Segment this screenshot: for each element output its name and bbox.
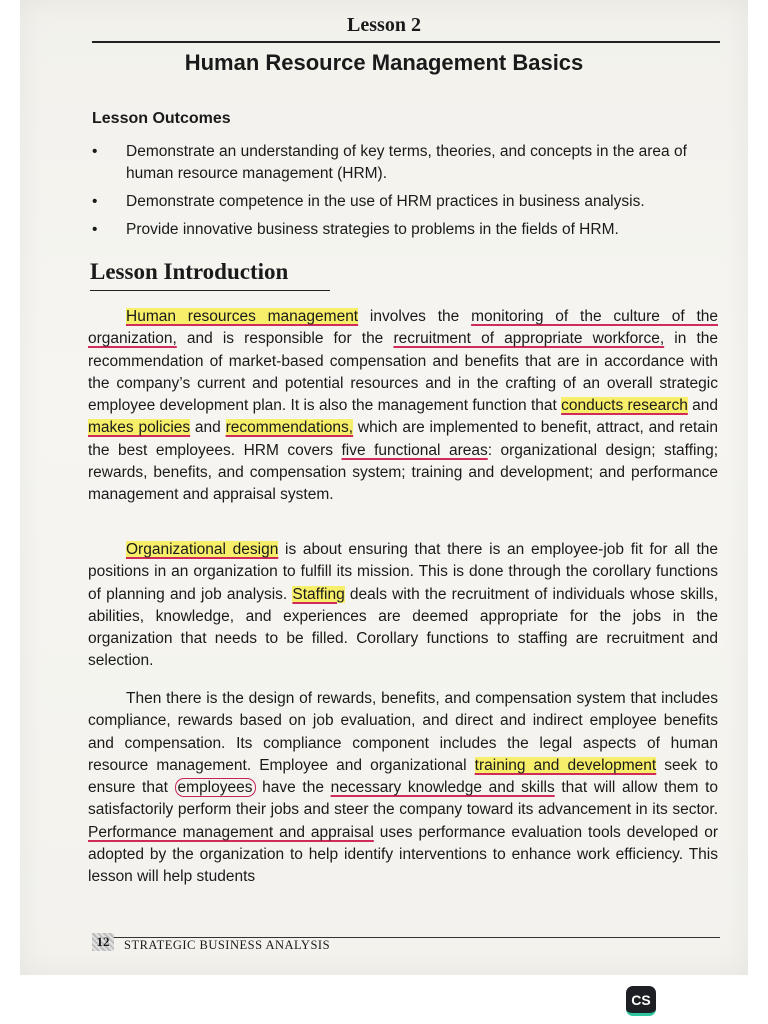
book-title: STRATEGIC BUSINESS ANALYSIS <box>124 938 331 952</box>
section-heading-rule <box>90 290 330 291</box>
paragraph-text: involves the <box>358 308 472 325</box>
bullet-icon: • <box>92 193 98 210</box>
paragraph-text: and is responsible for the <box>176 330 394 348</box>
paragraph-text: and <box>687 397 719 415</box>
highlighted-term: recommendations, <box>225 419 354 437</box>
bullet-icon: • <box>92 221 98 238</box>
underlined-term: recruitment of appropriate workforce, <box>393 330 665 348</box>
underlined-term: necessary knowledge and skills <box>330 779 555 797</box>
paragraph-text: is about ensuring that there is an employee-job fit for all the positions in an organization to fulfill its mission. This is done through the corollary functions of planning and job analysis. <box>88 541 718 603</box>
paragraph-text: Then there is the design of rewards, benefits, and compensation system that includes compliance, rewards based on job evaluation, and direct and indirect employee benefits and compensation. Its compliance component includes the legal aspects of human resource management. Employee and organizational <box>88 690 718 774</box>
highlighted-term: training and development <box>474 756 657 774</box>
outcome-text: Demonstrate competence in the use of HRM practices in business analysis. <box>126 193 645 210</box>
paragraph-hrm <box>88 306 718 507</box>
paragraph-text: have the <box>255 779 331 797</box>
paragraph-text: seek to ensure that <box>88 756 718 797</box>
outcome-item <box>88 219 728 241</box>
outcomes-heading: Lesson Outcomes <box>92 110 231 127</box>
paragraph-rewards <box>88 688 718 889</box>
paragraph-text: deals with the recruitment of individuals whose skills, abilities, knowledge, and experiences are deemed appropriate for the jobs in the organization that needs to be filled. Corollary functions to staffing are recruitment and selection. <box>88 585 719 670</box>
paragraph-text: which are implemented to benefit, attract, and retain the best employees. HRM covers <box>88 419 718 459</box>
document-page <box>20 0 748 975</box>
underlined-term: five functional areas <box>341 441 488 459</box>
paragraph-org-design <box>88 539 718 673</box>
highlighted-term: Organizational design <box>126 541 279 558</box>
lesson-label: Lesson 2 <box>347 14 421 36</box>
page-title: Human Resource Management Basics <box>184 50 584 75</box>
outcome-item <box>88 141 728 185</box>
highlighted-term: makes policies <box>88 419 191 437</box>
paragraph-text: : organizational design; staffing; rewards, benefits, and compensation system; training and development; and performance management and appraisal system. <box>88 441 718 504</box>
paragraph-text: that will allow them to satisfactorily perform their jobs and steer the company toward its advancement in its sector. <box>88 779 719 819</box>
highlighted-term: Staffing <box>292 585 345 603</box>
paragraph-text: in the recommendation of market-based compensation and benefits that are in accordance with the company’s current and potential resources and in the crafting of an overall strategic employee development plan. It is also the management function that <box>88 330 718 415</box>
highlighted-term: Human resources management <box>126 308 359 325</box>
section-heading: Lesson Introduction <box>90 259 289 284</box>
page-number: 12 <box>92 933 114 951</box>
paragraph-text: and <box>190 419 226 437</box>
bullet-icon: • <box>92 143 98 160</box>
underlined-term: Performance management and appraisal <box>88 823 374 841</box>
highlighted-term: conducts research <box>561 397 688 415</box>
camscanner-logo-icon: CS <box>626 986 656 1016</box>
outcome-text: Demonstrate an understanding of key terms, theories, and concepts in the area of human resource management (HRM). <box>126 143 687 182</box>
outcomes-list <box>88 141 728 247</box>
outcome-item <box>88 191 728 213</box>
underlined-term: monitoring of the culture of the organization, <box>88 308 719 348</box>
outcome-text: Provide innovative business strategies to problems in the fields of HRM. <box>126 221 619 238</box>
header-rule <box>92 41 720 43</box>
paragraph-text: uses performance evaluation tools developed or adopted by the organization to help identify interventions to enhance work efficiency. This lesson will help students <box>88 823 718 886</box>
circled-term: employees <box>175 778 256 797</box>
